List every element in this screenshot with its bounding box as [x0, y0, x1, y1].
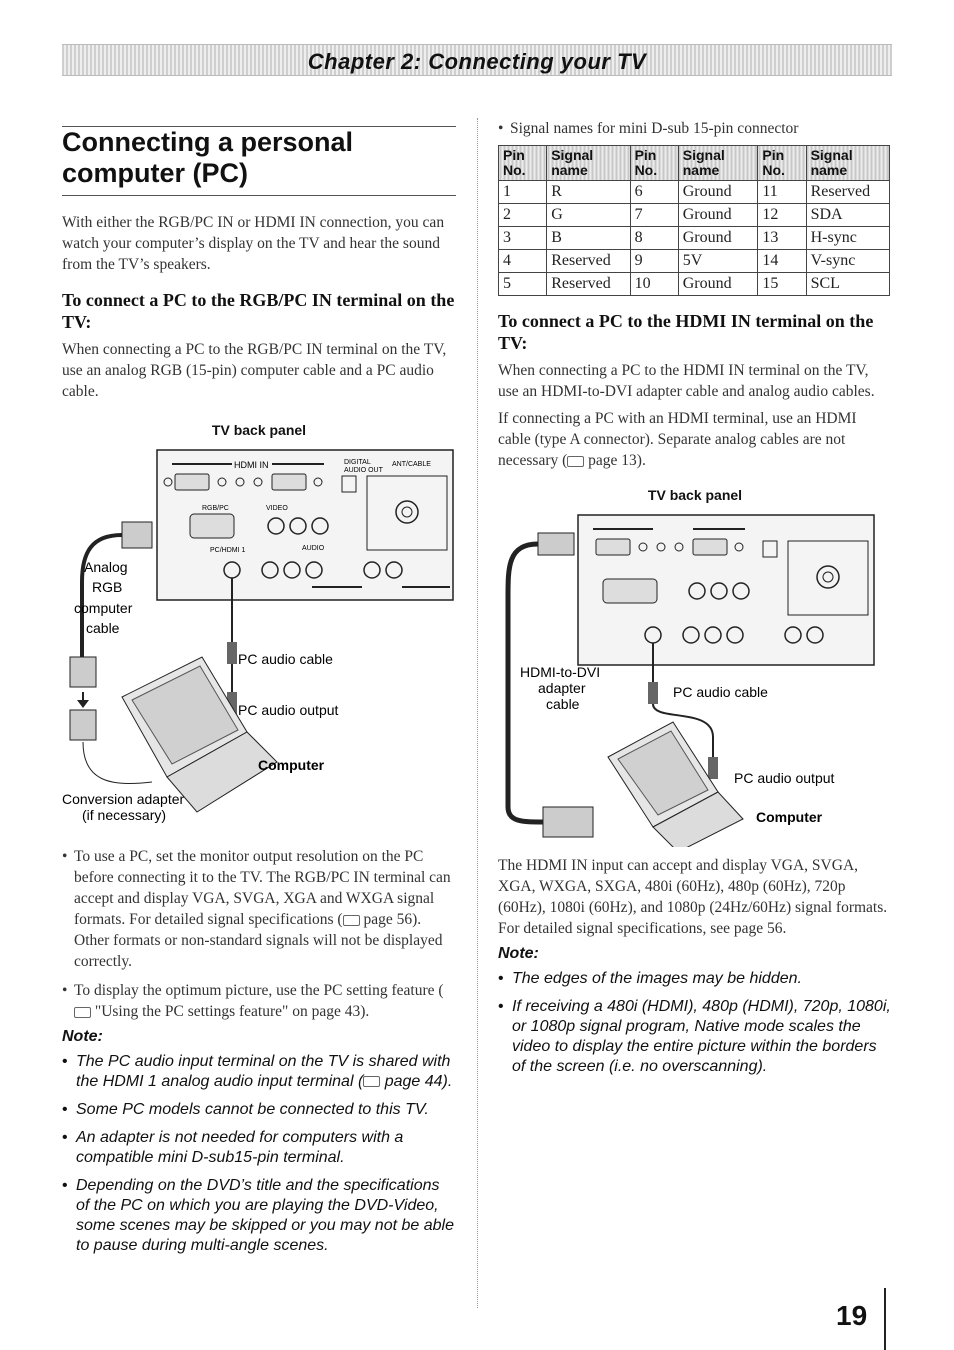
table-cell: Reserved: [547, 250, 630, 273]
table-cell: SCL: [806, 273, 889, 296]
table-cell: Reserved: [547, 273, 630, 296]
rgbpc-label: RGB/PC: [202, 505, 229, 512]
table-cell: H-sync: [806, 227, 889, 250]
table-cell: Ground: [678, 204, 758, 227]
page-ref-icon: [74, 1007, 91, 1018]
digital-label: DIGITAL: [344, 459, 371, 466]
table-cell: 11: [758, 181, 806, 204]
pc-audio-cable-label: PC audio cable: [673, 684, 768, 700]
table-row: [499, 181, 890, 204]
rgb-cable-label-2: RGB: [92, 579, 123, 595]
table-row: [499, 273, 890, 296]
conversion-adapter-label: Conversion adapter: [62, 791, 185, 807]
left-column: [62, 118, 456, 1256]
table-cell: Ground: [678, 227, 758, 250]
page-ref-icon: [567, 456, 584, 467]
audio-out-label: AUDIO OUT: [344, 467, 383, 474]
conversion-adapter-note: (if necessary): [82, 807, 167, 823]
table-header: Pin No.: [499, 146, 547, 181]
chapter-banner: [62, 44, 892, 76]
hdmi-heading: To connect a PC to the HDMI IN terminal on the TV:: [498, 311, 874, 353]
table-cell: 9: [630, 250, 678, 273]
adapter-cable-label-2: adapter: [538, 680, 586, 696]
pin-signal-table: [498, 145, 890, 296]
video-label: VIDEO: [266, 505, 288, 512]
note-item: • If receiving a 480i (HDMI), 480p (HDMI), 720p, 1080i, or 1080p signal program, Native mode scales the video to display the entire picture within the borders of the screen (i.e. no overscanning).: [498, 998, 891, 1075]
table-cell: 13: [758, 227, 806, 250]
hdmi-diagram-title: TV back panel: [647, 487, 743, 503]
table-row: [499, 250, 890, 273]
table-cell: 3: [499, 227, 547, 250]
rgb-cable-label-3: computer: [74, 600, 133, 616]
hdmi-in-label: HDMI IN: [234, 460, 269, 470]
pc-audio-output-label: PC audio output: [734, 770, 835, 786]
formats-paragraph: The HDMI IN input can accept and display VGA, SVGA, XGA, WXGA, SXGA, 480i (60Hz), 480p (60Hz), 720p (60Hz), 1080i (60Hz), and 1080p (24Hz/60Hz) signal formats. For detailed signal specifications, see page 56.: [498, 857, 888, 937]
bullet-resolution: • To use a PC, set the monitor output resolution on the PC before connecting it to the TV. The RGB/PC IN terminal can accept and display VGA, SVGA, XGA and WXGA signal formats. For detailed signal specifications ( page 56). Other formats or non-standard signals will not be displayed correctly.: [62, 848, 451, 970]
note-item: • Depending on the DVD’s title and the specifications of the PC on which you are playing the DVD-Video, some scenes may be skipped or you may not be able to pause during multi-angle scenes.: [62, 1177, 454, 1254]
page-ref-icon: [363, 1076, 380, 1087]
note-item: • Some PC models cannot be connected to this TV.: [62, 1101, 429, 1118]
table-caption: • Signal names for mini D-sub 15-pin connector: [498, 120, 799, 137]
note-item: • The edges of the images may be hidden.: [498, 970, 802, 987]
table-cell: 2: [499, 204, 547, 227]
rgb-cable-label-1: Analog: [84, 559, 128, 575]
note-item: • The PC audio input terminal on the TV is shared with the HDMI 1 analog audio input terminal ( page 44).: [62, 1053, 453, 1090]
table-cell: G: [547, 204, 630, 227]
page-ref-icon: [343, 915, 360, 926]
ant-cable-label: ANT/CABLE: [392, 461, 431, 468]
hdmi-connection-diagram: [498, 507, 892, 847]
table-cell: 4: [499, 250, 547, 273]
table-cell: 5: [499, 273, 547, 296]
table-row: [499, 204, 890, 227]
page-number: 19: [836, 1300, 868, 1331]
table-header: Signal name: [547, 146, 630, 181]
table-cell: 8: [630, 227, 678, 250]
chapter-title: Chapter 2: Connecting your TV: [307, 49, 647, 74]
table-header: Pin No.: [758, 146, 806, 181]
pc-hdmi-label: PC/HDMI 1: [210, 547, 246, 554]
rgb-heading: To connect a PC to the RGB/PC IN terminal on the TV:: [62, 290, 455, 332]
table-cell: V-sync: [806, 250, 889, 273]
pc-audio-cable-label: PC audio cable: [238, 651, 333, 667]
tv-back-panel: [157, 450, 453, 600]
table-cell: 12: [758, 204, 806, 227]
table-header: Signal name: [678, 146, 758, 181]
table-cell: R: [547, 181, 630, 204]
hdmi-paragraph-1: When connecting a PC to the HDMI IN terminal on the TV, use an HDMI-to-DVI adapter cable and analog audio cables.: [498, 362, 875, 400]
table-header: Pin No.: [630, 146, 678, 181]
table-cell: 5V: [678, 250, 758, 273]
table-cell: 15: [758, 273, 806, 296]
table-cell: SDA: [806, 204, 889, 227]
note-item: • An adapter is not needed for computers with a compatible mini D-sub15-pin terminal.: [62, 1129, 404, 1166]
laptop-illustration: [122, 657, 277, 812]
computer-label: Computer: [756, 809, 823, 825]
rgb-connection-diagram: [62, 442, 456, 832]
table-cell: 7: [630, 204, 678, 227]
table-cell: 6: [630, 181, 678, 204]
bullet-pc-setting: • To display the optimum picture, use the PC setting feature ( "Using the PC settings feature" on page 43).: [62, 982, 444, 1020]
intro-paragraph: With either the RGB/PC IN or HDMI IN connection, you can watch your computer’s display on the TV and hear the sound from the TV’s speakers.: [62, 214, 445, 273]
adapter-cable-label-1: HDMI-to-DVI: [520, 664, 601, 680]
audio-label: AUDIO: [302, 545, 325, 552]
table-row: [499, 227, 890, 250]
table-cell: Ground: [678, 181, 758, 204]
table-cell: 10: [630, 273, 678, 296]
rgb-cable-label-4: cable: [86, 620, 120, 636]
table-header: Signal name: [806, 146, 889, 181]
adapter-cable-label-3: cable: [546, 696, 580, 712]
tv-back-panel: [578, 515, 874, 665]
right-column: [498, 118, 892, 1077]
pc-audio-output-label: PC audio output: [238, 702, 339, 718]
table-cell: B: [547, 227, 630, 250]
page-number-bar: [884, 1288, 886, 1350]
page-title: Connecting a personal computer (PC): [62, 126, 456, 196]
note-title: Note:: [62, 1028, 103, 1045]
table-cell: 1: [499, 181, 547, 204]
laptop-illustration: [608, 722, 743, 847]
note-title: Note:: [498, 945, 539, 962]
rgb-diagram-title: TV back panel: [211, 422, 307, 438]
hdmi-paragraph-2: If connecting a PC with an HDMI terminal, use an HDMI cable (type A connector). Separate analog cables are not necessary ( page 13).: [498, 410, 857, 469]
rgb-paragraph: When connecting a PC to the RGB/PC IN terminal on the TV, use an analog RGB (15-pin) computer cable and a PC audio cable.: [62, 341, 447, 400]
table-cell: Ground: [678, 273, 758, 296]
table-cell: 14: [758, 250, 806, 273]
table-header-row: [499, 146, 890, 181]
column-divider: [477, 118, 478, 1308]
computer-label: Computer: [258, 757, 325, 773]
table-cell: Reserved: [806, 181, 889, 204]
